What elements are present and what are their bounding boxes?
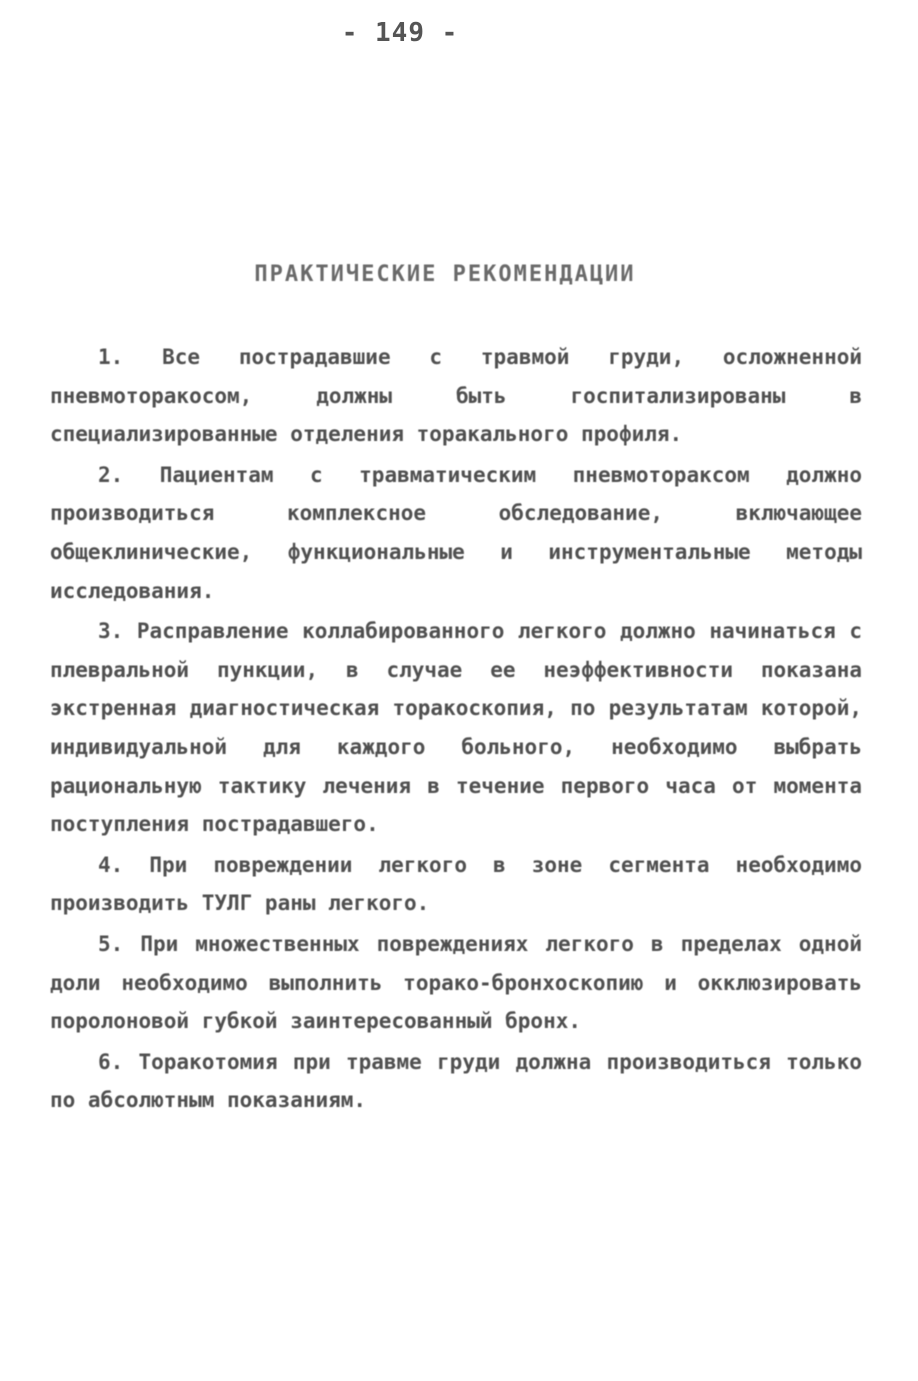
recommendation-6: 6. Торакотомия при травме груди должна производиться только по абсолютным показаниям.: [50, 1049, 862, 1113]
section-heading: ПРАКТИЧЕСКИЕ РЕКОМЕНДАЦИИ: [254, 262, 636, 287]
recommendation-1: 1. Все пострадавшие с травмой груди, осложненной пневмоторакосом, должны быть госпитализированы в специализированные отделения торакального профиля.: [50, 345, 862, 447]
recommendation-2: 2. Пациентам с травматическим пневмотораксом должно производиться комплексное обследование, включающее общеклинические, функциональные и инструментальные методы исследования.: [50, 462, 862, 603]
recommendation-5: 5. При множественных повреждениях легкого в пределах одной доли необходимо выполнить торако-бронхоскопию и окклюзировать поролоновой губкой заинтересованный бронх.: [50, 931, 862, 1034]
recommendation-3: 3. Расправление коллабированного легкого должно начинаться с плевральной пункции, в случае ее неэффективности показана экстренная диагностическая торакоскопия, по результатам которой, индивидуальной для каждого больного, необходимо выбрать рациональную тактику лечения в течение первого часа от момента поступления пострадавшего.: [50, 619, 862, 837]
recommendations-list: [50, 338, 862, 1120]
recommendation-4: 4. При повреждении легкого в зоне сегмента необходимо производить ТУЛГ раны легкого.: [50, 852, 862, 916]
page-number: - 149 -: [341, 18, 459, 48]
